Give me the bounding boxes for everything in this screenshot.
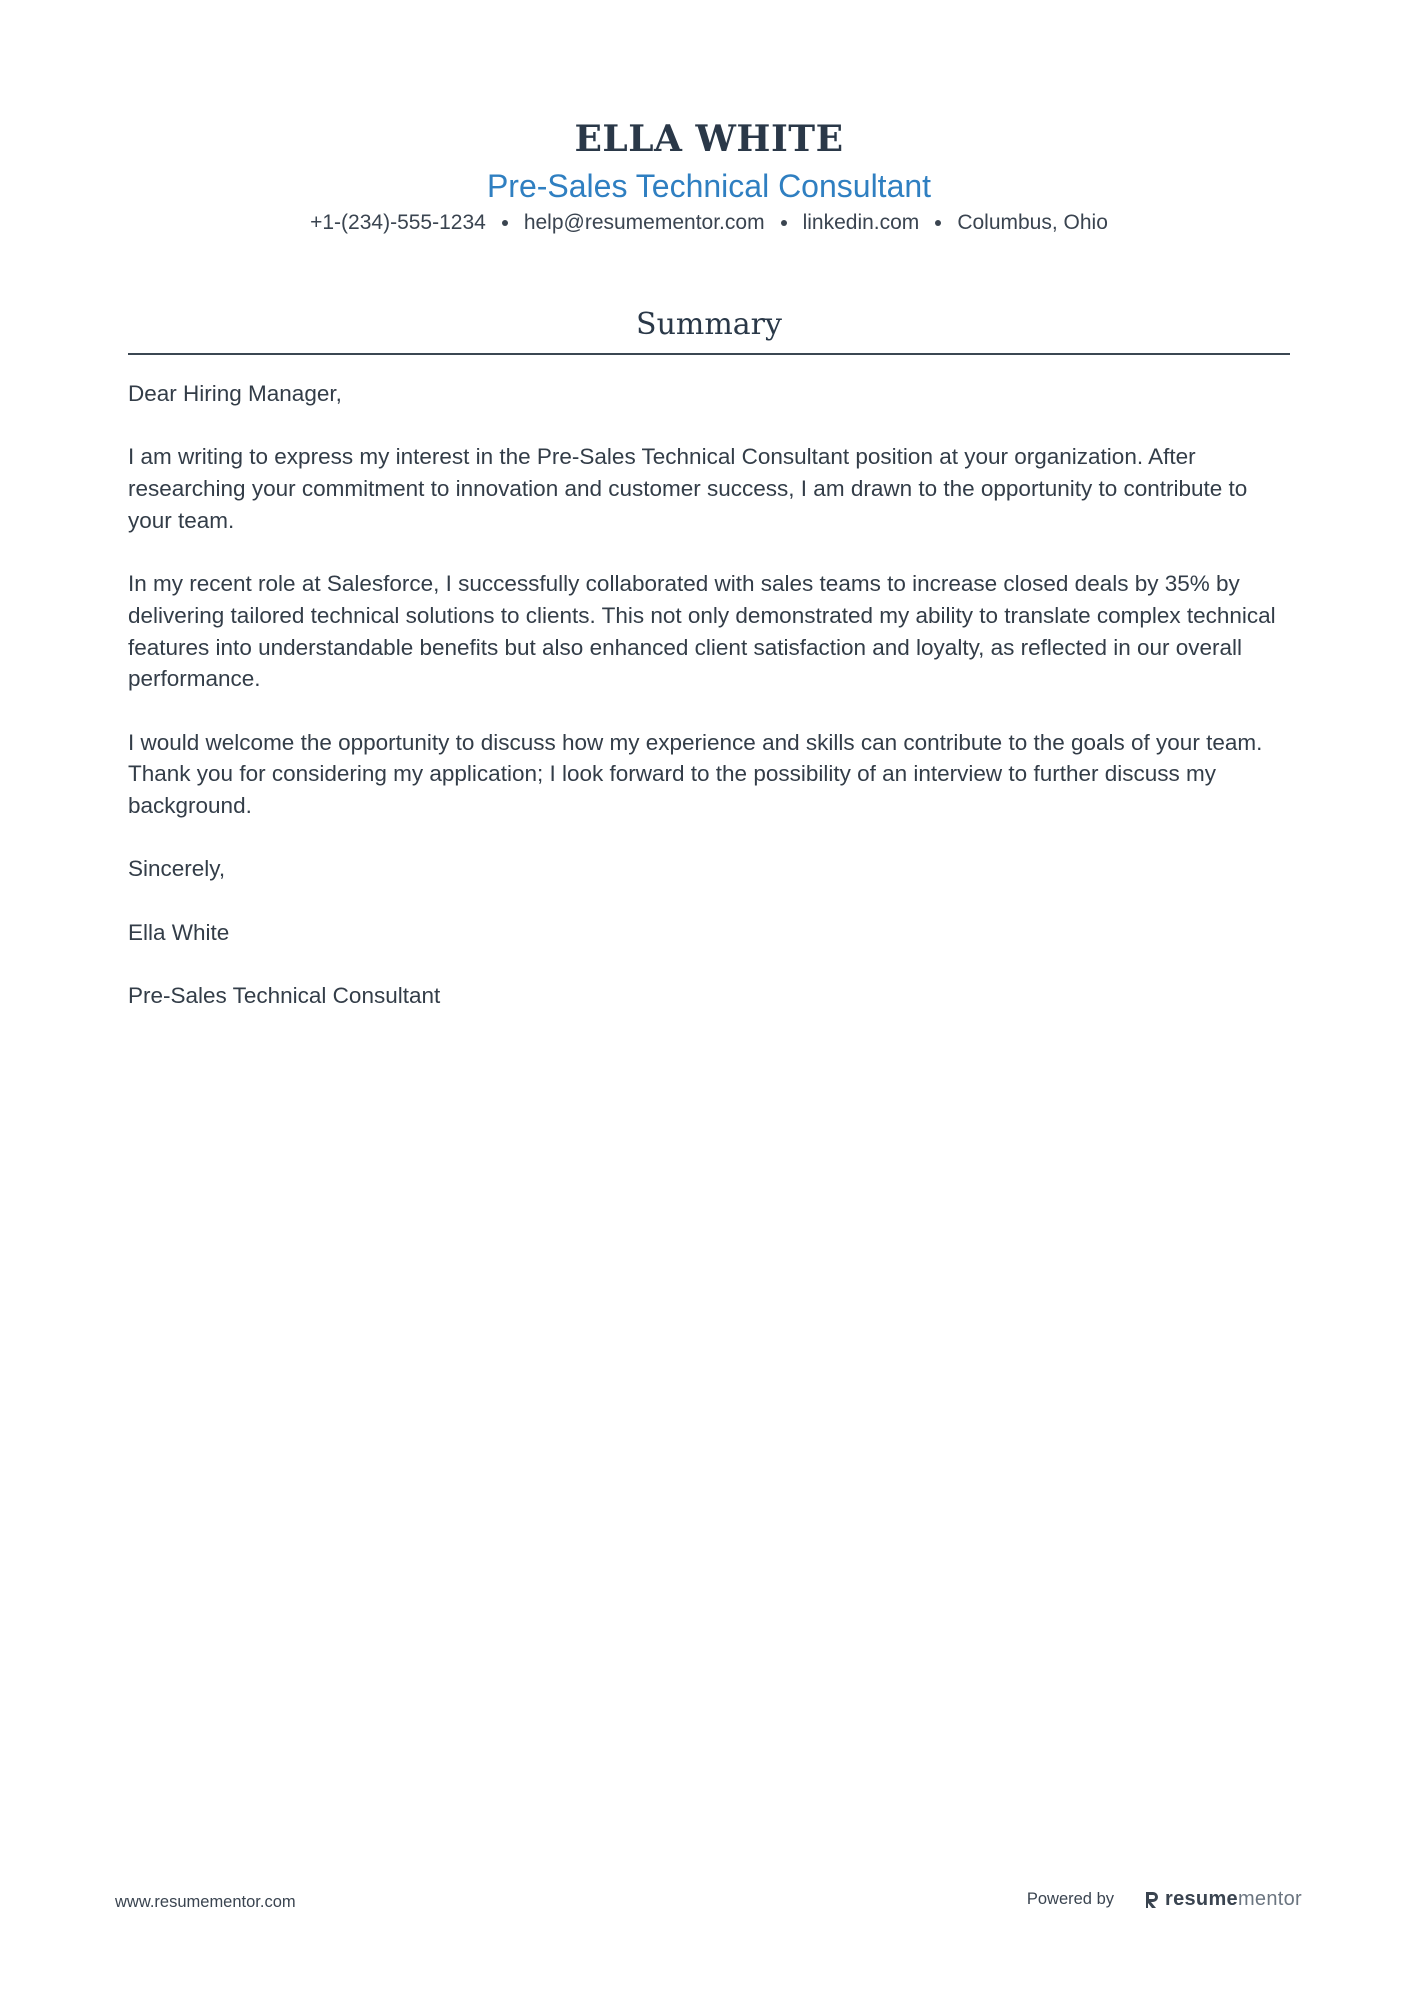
bullet-separator	[781, 220, 787, 226]
closing: Sincerely,	[128, 856, 226, 882]
signature-title: Pre-Sales Technical Consultant	[128, 983, 441, 1009]
powered-by-label: Powered by	[1026, 1890, 1114, 1908]
brand-logo[interactable]	[1144, 1888, 1302, 1911]
contact-phone: +1-(234)-555-1234	[310, 211, 486, 234]
footer-website[interactable]: www.resumementor.com	[115, 1893, 296, 1911]
signature-name: Ella White	[128, 919, 230, 945]
contact-location: Columbus, Ohio	[957, 211, 1108, 234]
letter-body	[128, 378, 1290, 1044]
letter-paragraph: I would welcome the opportunity to discuss how my experience and skills can contribute to the goals of your team. Thank you for considering my application; I look forward to the possibility of an interview to further discuss my background.	[128, 729, 1263, 819]
contact-email[interactable]: help@resumementor.com	[523, 211, 765, 234]
letter-paragraph: In my recent role at Salesforce, I successfully collaborated with sales teams to increase closed deals by 35% by delivering tailored technical solutions to clients. This not only demonstrated my ability to translate complex technical features into understandable benefits but also enhanced client satisfaction and loyalty, as reflected in our overall performance.	[128, 571, 1276, 692]
bullet-separator	[935, 220, 941, 226]
resumementor-logo-icon	[1144, 1890, 1160, 1910]
section-divider	[128, 353, 1290, 355]
letter-paragraph: I am writing to express my interest in the Pre-Sales Technical Consultant position at your organization. After researching your commitment to innovation and customer success, I am drawn to the opportunity to contribute to your team.	[128, 444, 1248, 533]
brand-name-part2: mentor	[1237, 1888, 1302, 1910]
contact-line	[128, 209, 1290, 237]
brand-name-part1: resume	[1165, 1888, 1238, 1910]
job-title: Pre-Sales Technical Consultant	[486, 168, 932, 204]
header	[128, 114, 1290, 237]
footer-branding	[1027, 1888, 1302, 1911]
contact-linkedin[interactable]: linkedin.com	[802, 211, 920, 234]
bullet-separator	[502, 220, 508, 226]
section-heading: Summary	[636, 307, 782, 342]
candidate-name: ELLA WHITE	[574, 118, 844, 160]
salutation: Dear Hiring Manager,	[128, 381, 342, 406]
